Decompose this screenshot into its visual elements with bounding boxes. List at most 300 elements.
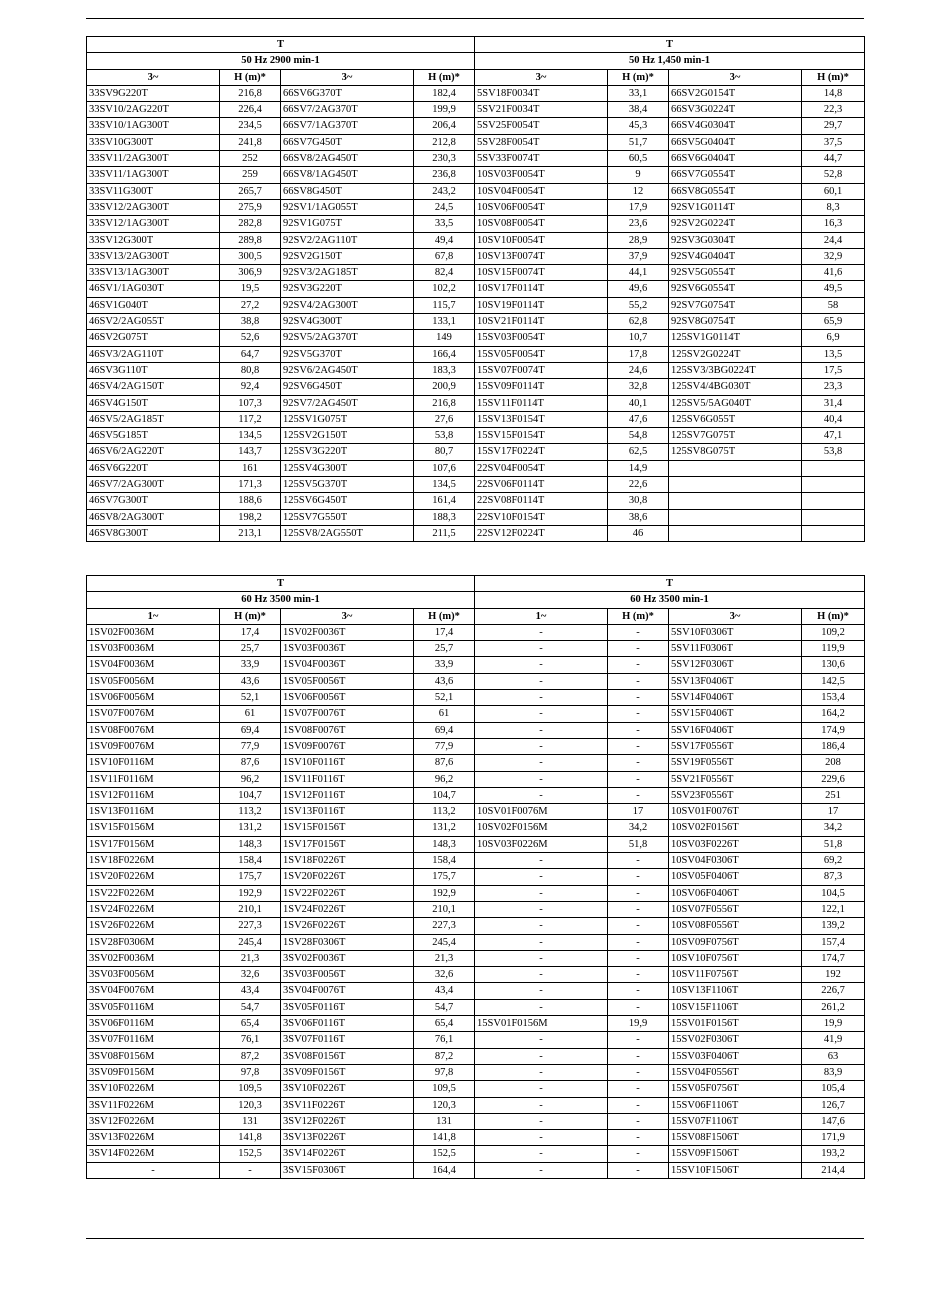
table-row [87, 525, 865, 541]
model-code-cell: 5SV21F0556T [669, 771, 802, 787]
head-value-cell: 183,3 [414, 362, 475, 378]
head-value-cell: - [608, 755, 669, 771]
model-code-cell: 3SV06F0116T [281, 1016, 414, 1032]
head-value-cell: 14,8 [802, 85, 865, 101]
head-value-cell: 44,7 [802, 151, 865, 167]
model-code-cell: 10SV03F0226T [669, 836, 802, 852]
head-value-cell: 65,4 [220, 1016, 281, 1032]
head-value-cell: 14,9 [608, 460, 669, 476]
head-value-cell: 69,4 [414, 722, 475, 738]
table-row [87, 641, 865, 657]
head-value-cell: 158,4 [220, 853, 281, 869]
model-code-cell: 10SV08F0556T [669, 918, 802, 934]
head-value-cell: - [608, 983, 669, 999]
model-code-cell: 15SV11F0114T [475, 395, 608, 411]
head-value-cell [802, 525, 865, 541]
head-value-cell: 96,2 [220, 771, 281, 787]
head-value-cell: - [608, 967, 669, 983]
model-code-cell: 5SV11F0306T [669, 641, 802, 657]
model-code-cell: 5SV19F0556T [669, 755, 802, 771]
model-code-cell: 3SV03F0056M [87, 967, 220, 983]
table-row [87, 690, 865, 706]
table-row [87, 624, 865, 640]
head-value-cell: 27,6 [414, 411, 475, 427]
model-code-cell: 66SV2G0154T [669, 85, 802, 101]
head-value-cell: 24,6 [608, 362, 669, 378]
table-row [87, 216, 865, 232]
head-value-cell: 109,2 [802, 624, 865, 640]
model-code-cell: 46SV1/1AG030T [87, 281, 220, 297]
head-value-cell: 43,4 [220, 983, 281, 999]
head-value-cell: 241,8 [220, 134, 281, 150]
head-value-cell: 214,4 [802, 1162, 865, 1178]
head-value-cell: - [608, 1146, 669, 1162]
model-code-cell: 5SV33F0074T [475, 151, 608, 167]
head-value-cell: 32,6 [220, 967, 281, 983]
table-row [87, 853, 865, 869]
freq-title-left: 60 Hz 3500 min-1 [87, 592, 475, 608]
model-code-cell: 3SV10F0226M [87, 1081, 220, 1097]
table-row [87, 869, 865, 885]
model-code-cell: 92SV7G0754T [669, 297, 802, 313]
head-value-cell: 24,4 [802, 232, 865, 248]
head-value-cell: - [608, 885, 669, 901]
head-value-cell: 43,6 [414, 673, 475, 689]
head-value-cell: 19,9 [608, 1016, 669, 1032]
head-value-cell: - [608, 1032, 669, 1048]
table-row [87, 314, 865, 330]
model-code-cell: - [475, 641, 608, 657]
model-code-cell: 22SV10F0154T [475, 509, 608, 525]
column-header: H (m)* [608, 608, 669, 624]
model-code-cell: - [475, 1146, 608, 1162]
head-value-cell: 148,3 [220, 836, 281, 852]
head-value-cell: 19,5 [220, 281, 281, 297]
head-value-cell: 41,6 [802, 265, 865, 281]
head-value-cell: 30,8 [608, 493, 669, 509]
head-value-cell: 80,7 [414, 444, 475, 460]
head-value-cell: 131,2 [220, 820, 281, 836]
head-value-cell: 58 [802, 297, 865, 313]
table-row [87, 722, 865, 738]
table-row [87, 967, 865, 983]
head-value-cell: 16,3 [802, 216, 865, 232]
head-value-cell: 149 [414, 330, 475, 346]
model-code-cell: 46SV6/2AG220T [87, 444, 220, 460]
model-code-cell: 1SV05F0056T [281, 673, 414, 689]
model-code-cell: 1SV26F0226M [87, 918, 220, 934]
table-row [87, 1064, 865, 1080]
model-code-cell: 5SV13F0406T [669, 673, 802, 689]
head-value-cell: - [608, 771, 669, 787]
head-value-cell: - [608, 673, 669, 689]
model-code-cell: 3SV13F0226T [281, 1130, 414, 1146]
model-code-cell: 1SV11F0116T [281, 771, 414, 787]
model-code-cell: 15SV05F0756T [669, 1081, 802, 1097]
model-code-cell: 10SV15F0074T [475, 265, 608, 281]
head-value-cell: 24,5 [414, 199, 475, 215]
model-code-cell: - [475, 673, 608, 689]
head-value-cell: 265,7 [220, 183, 281, 199]
head-value-cell: 300,5 [220, 248, 281, 264]
model-code-cell: 1SV26F0226T [281, 918, 414, 934]
table-row [87, 804, 865, 820]
table-row [87, 281, 865, 297]
model-code-cell: - [475, 1048, 608, 1064]
group-title-left: T [87, 576, 475, 592]
table-row [87, 1081, 865, 1097]
model-code-cell: 5SV12F0306T [669, 657, 802, 673]
model-code-cell: 125SV8/2AG550T [281, 525, 414, 541]
model-code-cell: - [475, 706, 608, 722]
head-value-cell: 33,1 [608, 85, 669, 101]
head-value-cell: 92,4 [220, 379, 281, 395]
column-header: 3~ [669, 69, 802, 85]
head-value-cell: - [608, 999, 669, 1015]
model-code-cell: - [475, 657, 608, 673]
head-value-cell: 175,7 [220, 869, 281, 885]
head-value-cell: 251 [802, 787, 865, 803]
table-row [87, 362, 865, 378]
group-title-left: T [87, 37, 475, 53]
head-value-cell: 166,4 [414, 346, 475, 362]
table-row [87, 1162, 865, 1178]
table-row [87, 330, 865, 346]
head-value-cell: - [608, 706, 669, 722]
model-code-cell: 10SV13F1106T [669, 983, 802, 999]
head-value-cell: 198,2 [220, 509, 281, 525]
model-code-cell: 15SV03F0054T [475, 330, 608, 346]
head-value-cell: 37,9 [608, 248, 669, 264]
head-value-cell: 259 [220, 167, 281, 183]
head-value-cell: - [608, 934, 669, 950]
head-value-cell: 32,6 [414, 967, 475, 983]
model-code-cell: 22SV04F0054T [475, 460, 608, 476]
table-row [87, 1032, 865, 1048]
model-code-cell: 15SV15F0154T [475, 428, 608, 444]
bottom-rule [86, 1238, 864, 1239]
model-code-cell: 1SV10F0116T [281, 755, 414, 771]
model-code-cell: 92SV6/2AG450T [281, 362, 414, 378]
model-code-cell: 3SV07F0116T [281, 1032, 414, 1048]
model-code-cell [669, 509, 802, 525]
head-value-cell: 192,9 [220, 885, 281, 901]
head-value-cell: 192,9 [414, 885, 475, 901]
model-code-cell [669, 477, 802, 493]
head-value-cell: - [608, 869, 669, 885]
head-value-cell [802, 477, 865, 493]
head-value-cell: 243,2 [414, 183, 475, 199]
model-code-cell: - [475, 738, 608, 754]
head-value-cell: 131,2 [414, 820, 475, 836]
head-value-cell: - [608, 787, 669, 803]
table-row [87, 738, 865, 754]
model-code-cell: - [475, 1064, 608, 1080]
column-header: H (m)* [802, 69, 865, 85]
head-value-cell: 67,8 [414, 248, 475, 264]
head-value-cell: 182,4 [414, 85, 475, 101]
column-header: H (m)* [220, 69, 281, 85]
table-row [87, 118, 865, 134]
model-code-cell: 10SV03F0226M [475, 836, 608, 852]
head-value-cell: 226,4 [220, 102, 281, 118]
head-value-cell: 51,8 [802, 836, 865, 852]
column-header: 1~ [87, 608, 220, 624]
model-code-cell: 10SV02F0156M [475, 820, 608, 836]
model-code-cell: 1SV20F0226M [87, 869, 220, 885]
head-value-cell: 126,7 [802, 1097, 865, 1113]
head-value-cell: 236,8 [414, 167, 475, 183]
freq-title-right: 60 Hz 3500 min-1 [475, 592, 865, 608]
model-code-cell: 66SV7/2AG370T [281, 102, 414, 118]
table-row [87, 102, 865, 118]
head-value-cell: 148,3 [414, 836, 475, 852]
head-value-cell: 152,5 [414, 1146, 475, 1162]
head-value-cell: 227,3 [220, 918, 281, 934]
model-code-cell: 92SV1/1AG055T [281, 199, 414, 215]
head-value-cell: 143,7 [220, 444, 281, 460]
model-code-cell: 125SV3G220T [281, 444, 414, 460]
model-code-cell: 10SV06F0406T [669, 885, 802, 901]
head-value-cell: 87,3 [802, 869, 865, 885]
table-row [87, 85, 865, 101]
model-code-cell: 3SV05F0116M [87, 999, 220, 1015]
model-code-cell: 5SV15F0406T [669, 706, 802, 722]
head-value-cell: 175,7 [414, 869, 475, 885]
head-value-cell: 61 [414, 706, 475, 722]
table-row [87, 134, 865, 150]
model-code-cell: 15SV09F1506T [669, 1146, 802, 1162]
model-code-cell: - [475, 853, 608, 869]
head-value-cell: 17,8 [608, 346, 669, 362]
head-value-cell: 142,5 [802, 673, 865, 689]
table-row [87, 346, 865, 362]
head-value-cell: 65,4 [414, 1016, 475, 1032]
head-value-cell: - [608, 950, 669, 966]
table-row [87, 297, 865, 313]
table-row [87, 1113, 865, 1129]
head-value-cell: 87,2 [414, 1048, 475, 1064]
head-value-cell: 55,2 [608, 297, 669, 313]
model-code-cell: 15SV10F1506T [669, 1162, 802, 1178]
head-value-cell: 109,5 [414, 1081, 475, 1097]
table-row [87, 248, 865, 264]
head-value-cell: 199,9 [414, 102, 475, 118]
model-code-cell: 15SV06F1106T [669, 1097, 802, 1113]
model-code-cell: 46SV2/2AG055T [87, 314, 220, 330]
model-code-cell: 1SV18F0226M [87, 853, 220, 869]
head-value-cell: 158,4 [414, 853, 475, 869]
head-value-cell: - [608, 657, 669, 673]
head-value-cell: 289,8 [220, 232, 281, 248]
model-code-cell: 33SV10G300T [87, 134, 220, 150]
model-code-cell: 46SV1G040T [87, 297, 220, 313]
model-code-cell: 1SV12F0116M [87, 787, 220, 803]
model-code-cell: 1SV03F0036T [281, 641, 414, 657]
model-code-cell: 66SV8/2AG450T [281, 151, 414, 167]
model-code-cell: 1SV28F0306M [87, 934, 220, 950]
model-code-cell: 125SV1G075T [281, 411, 414, 427]
table-row [87, 444, 865, 460]
head-value-cell: 200,9 [414, 379, 475, 395]
head-value-cell: 64,7 [220, 346, 281, 362]
head-value-cell: - [608, 1130, 669, 1146]
head-value-cell: 161,4 [414, 493, 475, 509]
head-value-cell: 52,6 [220, 330, 281, 346]
head-value-cell: 153,4 [802, 690, 865, 706]
head-value-cell: 107,6 [414, 460, 475, 476]
model-code-cell: - [475, 950, 608, 966]
model-code-cell: 1SV17F0156M [87, 836, 220, 852]
model-code-cell: 3SV09F0156M [87, 1064, 220, 1080]
head-value-cell: 38,6 [608, 509, 669, 525]
model-code-cell: 92SV4/2AG300T [281, 297, 414, 313]
head-value-cell: 282,8 [220, 216, 281, 232]
head-value-cell: - [220, 1162, 281, 1178]
model-code-cell: 10SV04F0054T [475, 183, 608, 199]
model-code-cell: 3SV09F0156T [281, 1064, 414, 1080]
model-code-cell: 46SV4/2AG150T [87, 379, 220, 395]
head-value-cell: 17,9 [608, 199, 669, 215]
model-code-cell: 46SV3G110T [87, 362, 220, 378]
model-code-cell: 15SV05F0054T [475, 346, 608, 362]
table-row [87, 820, 865, 836]
model-code-cell: 3SV11F0226M [87, 1097, 220, 1113]
column-header-row [87, 69, 865, 85]
column-header: 3~ [669, 608, 802, 624]
head-value-cell: - [608, 1064, 669, 1080]
head-value-cell: - [608, 690, 669, 706]
head-value-cell: 32,8 [608, 379, 669, 395]
head-value-cell: 52,1 [220, 690, 281, 706]
model-code-cell [669, 493, 802, 509]
model-code-cell: 1SV12F0116T [281, 787, 414, 803]
head-value-cell: 306,9 [220, 265, 281, 281]
head-value-cell: 134,5 [220, 428, 281, 444]
model-code-cell: 10SV06F0054T [475, 199, 608, 215]
model-code-cell: - [475, 901, 608, 917]
model-code-cell: 15SV02F0306T [669, 1032, 802, 1048]
model-code-cell: 1SV17F0156T [281, 836, 414, 852]
model-code-cell: 46SV2G075T [87, 330, 220, 346]
model-code-cell: - [475, 1097, 608, 1113]
head-value-cell: 115,7 [414, 297, 475, 313]
model-code-cell: 1SV09F0076M [87, 738, 220, 754]
head-value-cell: 133,1 [414, 314, 475, 330]
column-header: H (m)* [414, 608, 475, 624]
model-code-cell: 1SV10F0116M [87, 755, 220, 771]
model-code-cell: 10SV01F0076T [669, 804, 802, 820]
model-code-cell: 10SV01F0076M [475, 804, 608, 820]
model-code-cell: - [475, 690, 608, 706]
model-code-cell: 1SV06F0056M [87, 690, 220, 706]
model-code-cell: 33SV13/1AG300T [87, 265, 220, 281]
model-code-cell: 5SV28F0054T [475, 134, 608, 150]
model-code-cell: 3SV08F0156T [281, 1048, 414, 1064]
model-code-cell: 3SV02F0036T [281, 950, 414, 966]
model-code-cell: - [475, 999, 608, 1015]
head-value-cell: 54,7 [414, 999, 475, 1015]
head-value-cell: 23,6 [608, 216, 669, 232]
table-body [87, 85, 865, 541]
model-code-cell: 125SV8G075T [669, 444, 802, 460]
model-code-cell: 1SV15F0156T [281, 820, 414, 836]
head-value-cell: 275,9 [220, 199, 281, 215]
model-code-cell: 5SV10F0306T [669, 624, 802, 640]
model-code-cell: 1SV04F0036M [87, 657, 220, 673]
model-code-cell: 15SV09F0114T [475, 379, 608, 395]
head-value-cell: 44,1 [608, 265, 669, 281]
model-code-cell: 46SV4G150T [87, 395, 220, 411]
head-value-cell: 245,4 [414, 934, 475, 950]
column-header: 3~ [475, 69, 608, 85]
model-code-cell: 92SV8G0754T [669, 314, 802, 330]
head-value-cell: 43,6 [220, 673, 281, 689]
model-code-cell: - [475, 869, 608, 885]
model-code-cell: 15SV13F0154T [475, 411, 608, 427]
model-code-cell: 5SV21F0034T [475, 102, 608, 118]
model-code-cell: 5SV18F0034T [475, 85, 608, 101]
table-row [87, 755, 865, 771]
head-value-cell: - [608, 738, 669, 754]
model-code-cell: 92SV2G150T [281, 248, 414, 264]
model-code-cell: 5SV16F0406T [669, 722, 802, 738]
table-row [87, 379, 865, 395]
head-value-cell: 105,4 [802, 1081, 865, 1097]
head-value-cell: 12 [608, 183, 669, 199]
freq-title-row [87, 592, 865, 608]
model-code-cell: 92SV6G0554T [669, 281, 802, 297]
head-value-cell: 104,7 [220, 787, 281, 803]
table-row [87, 395, 865, 411]
model-code-cell: 92SV3G220T [281, 281, 414, 297]
model-code-cell: 66SV3G0224T [669, 102, 802, 118]
head-value-cell: 113,2 [220, 804, 281, 820]
model-code-cell: - [475, 967, 608, 983]
model-code-cell: 3SV11F0226T [281, 1097, 414, 1113]
model-code-cell: 1SV22F0226M [87, 885, 220, 901]
table-row [87, 787, 865, 803]
model-code-cell: 46SV7G300T [87, 493, 220, 509]
column-header-row [87, 608, 865, 624]
model-code-cell: 92SV4G0404T [669, 248, 802, 264]
model-code-cell: 33SV10/1AG300T [87, 118, 220, 134]
head-value-cell: - [608, 1048, 669, 1064]
head-value-cell: 21,3 [414, 950, 475, 966]
model-code-cell: 1SV08F0076M [87, 722, 220, 738]
head-value-cell: 34,2 [608, 820, 669, 836]
table-row [87, 411, 865, 427]
model-code-cell: - [475, 1113, 608, 1129]
model-code-cell: 3SV13F0226M [87, 1130, 220, 1146]
column-header: H (m)* [608, 69, 669, 85]
model-code-cell: 10SV21F0114T [475, 314, 608, 330]
head-value-cell: 210,1 [414, 901, 475, 917]
head-value-cell: 152,5 [220, 1146, 281, 1162]
table-row [87, 1097, 865, 1113]
head-value-cell: - [608, 918, 669, 934]
model-code-cell: - [475, 1032, 608, 1048]
head-value-cell: 38,8 [220, 314, 281, 330]
model-code-cell: 33SV12/2AG300T [87, 199, 220, 215]
table-row [87, 232, 865, 248]
head-value-cell: 27,2 [220, 297, 281, 313]
column-header: H (m)* [802, 608, 865, 624]
model-code-cell: 5SV14F0406T [669, 690, 802, 706]
model-code-cell: 46SV3/2AG110T [87, 346, 220, 362]
head-value-cell: 25,7 [414, 641, 475, 657]
head-value-cell: 21,3 [220, 950, 281, 966]
